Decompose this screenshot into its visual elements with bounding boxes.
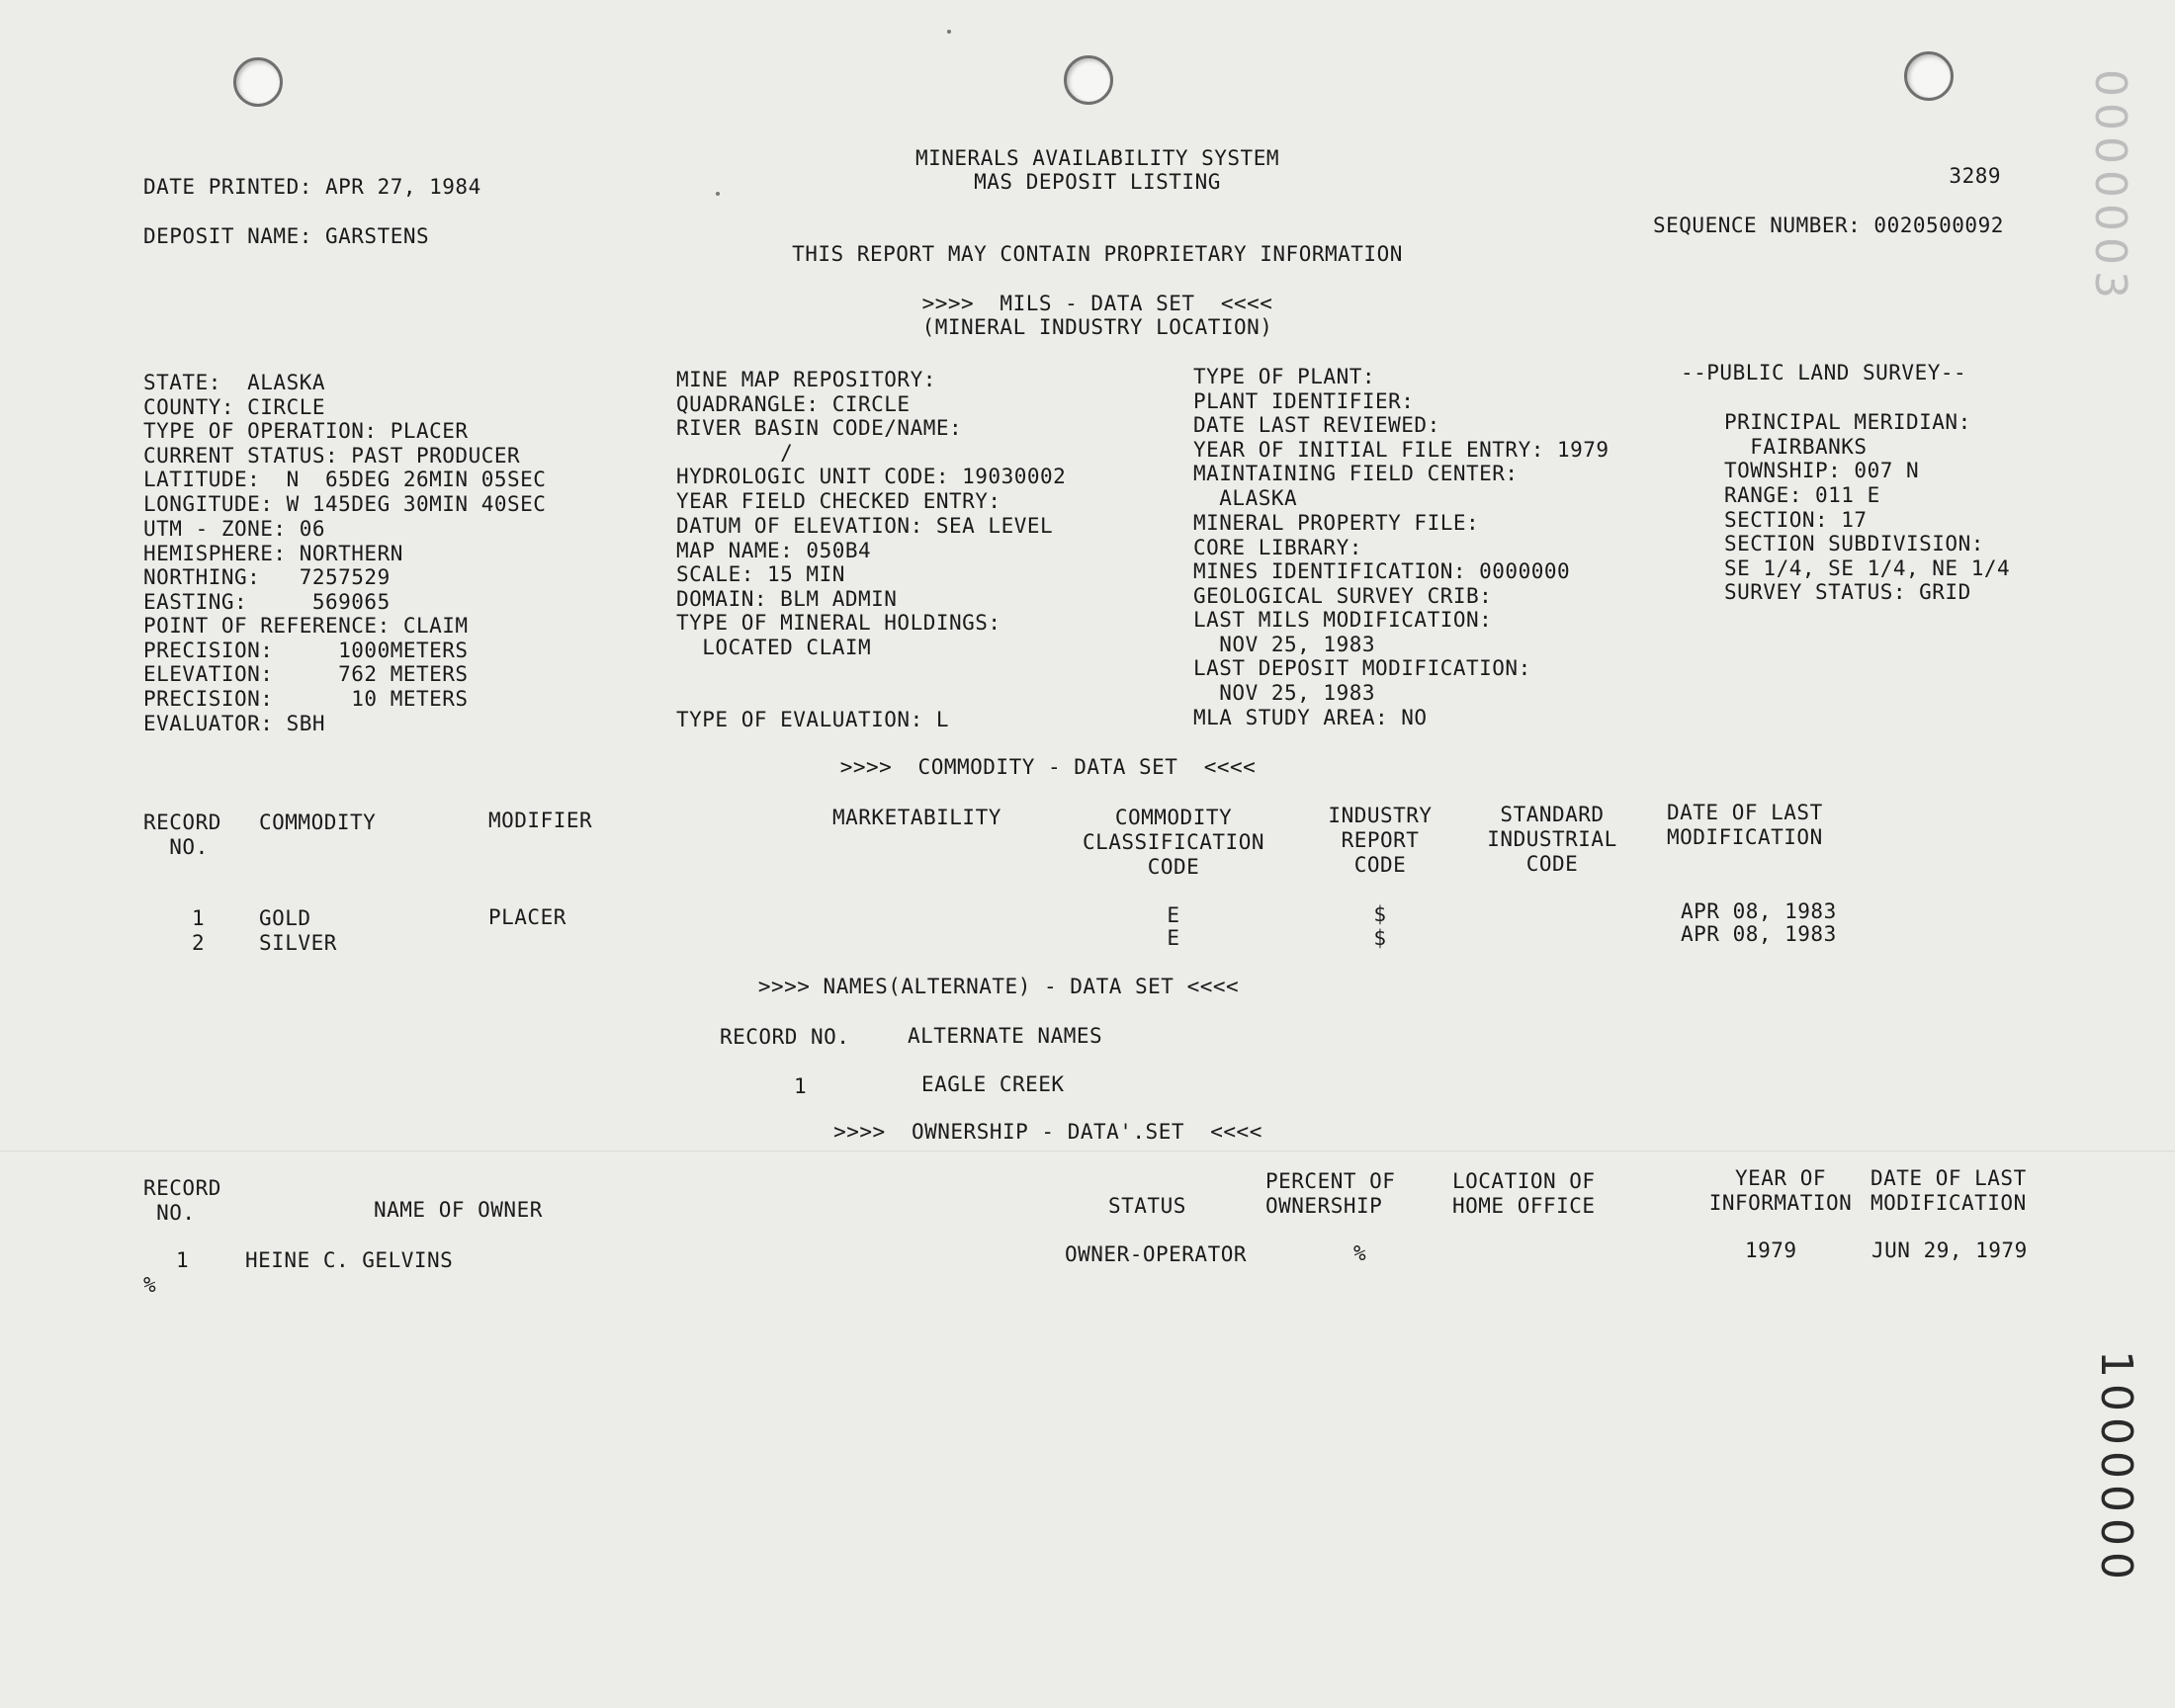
stamp-top-right: 0000003 [2085, 69, 2135, 304]
header-record: RECORD NO. [143, 811, 221, 859]
system-title: MINERALS AVAILABILITY SYSTEM [914, 146, 1279, 170]
header-mod-date: DATE OF LAST MODIFICATION [1870, 1166, 2027, 1215]
mils-field: CORE LIBRARY: [1193, 536, 1362, 559]
proprietary-notice: THIS REPORT MAY CONTAIN PROPRIETARY INFORMATION [792, 242, 1403, 266]
cell-record-no: 2 [192, 931, 206, 955]
mils-heading: >>>> MILS - DATA SET <<<< [921, 292, 1273, 315]
mils-field: DOMAIN: BLM ADMIN [676, 587, 898, 611]
mils-field: LATITUDE: N 65DEG 26MIN 05SEC [143, 468, 547, 491]
mils-field: GEOLOGICAL SURVEY CRIB: [1193, 584, 1493, 608]
mils-field: STATE: ALASKA [143, 371, 326, 394]
plss-field: TOWNSHIP: 007 N [1724, 459, 1920, 482]
cell-class-code: E [1167, 903, 1180, 927]
cell-date: APR 08, 1983 [1681, 899, 1837, 923]
header-marketability: MARKETABILITY [832, 806, 1001, 829]
mils-field: EASTING: 569065 [143, 590, 391, 614]
mils-field: LONGITUDE: W 145DEG 30MIN 40SEC [143, 492, 547, 516]
mils-field: EVALUATOR: SBH [143, 712, 326, 735]
mils-field: / [676, 441, 794, 465]
mils-field: LAST DEPOSIT MODIFICATION: [1193, 656, 1531, 680]
stamp-bottom-right: 1000000 [2091, 1350, 2141, 1585]
mils-field: PRECISION: 10 METERS [143, 687, 469, 711]
mils-field: PRECISION: 1000METERS [143, 639, 469, 662]
plss-field: SE 1/4, SE 1/4, NE 1/4 [1724, 556, 2011, 580]
cell-class-code: E [1167, 926, 1180, 950]
mils-field: COUNTY: CIRCLE [143, 395, 326, 419]
plss-field: SURVEY STATUS: GRID [1724, 580, 1971, 604]
header-commodity: COMMODITY [259, 811, 377, 834]
listing-title: MAS DEPOSIT LISTING [974, 170, 1221, 194]
mils-field: MAP NAME: 050B4 [676, 539, 872, 562]
owner-percent: % [1353, 1241, 1367, 1265]
mils-field: RIVER BASIN CODE/NAME: [676, 416, 963, 440]
cell-industry-code: $ [1373, 926, 1387, 950]
plss-field: SECTION SUBDIVISION: [1724, 532, 1984, 555]
plss-field: PRINCIPAL MERIDIAN: [1724, 410, 1971, 434]
mils-field: TYPE OF MINERAL HOLDINGS: [676, 611, 1001, 635]
mils-field: HEMISPHERE: NORTHERN [143, 542, 403, 565]
cell-industry-code: $ [1373, 902, 1387, 926]
mils-field: PLANT IDENTIFIER: [1193, 389, 1415, 413]
owner-mod-date: JUN 29, 1979 [1871, 1238, 2028, 1262]
mils-field: MINES IDENTIFICATION: 0000000 [1193, 559, 1571, 583]
mils-field: NOV 25, 1983 [1193, 681, 1376, 705]
ownership-trailer: % [143, 1273, 157, 1297]
header-industry: INDUSTRY REPORT CODE [1328, 804, 1433, 877]
plss-field: FAIRBANKS [1724, 435, 1868, 459]
mils-field: DATUM OF ELEVATION: SEA LEVEL [676, 514, 1054, 538]
owner-year: 1979 [1745, 1238, 1797, 1262]
header-status: STATUS [1108, 1194, 1186, 1218]
mils-field: YEAR OF INITIAL FILE ENTRY: 1979 [1193, 438, 1610, 462]
deposit-name: DEPOSIT NAME: GARSTENS [143, 224, 430, 248]
mils-field: DATE LAST REVIEWED: [1193, 413, 1440, 437]
ownership-heading: >>>> OWNERSHIP - DATA'.SET <<<< [833, 1120, 1262, 1144]
cell-commodity: SILVER [259, 931, 337, 955]
mils-subheading: (MINERAL INDUSTRY LOCATION) [921, 315, 1273, 339]
header-sic: STANDARD INDUSTRIAL CODE [1487, 803, 1617, 876]
mils-field: TYPE OF EVALUATION: L [676, 708, 950, 731]
punch-hole-center [1064, 55, 1113, 105]
header-owner-name: NAME OF OWNER [374, 1198, 543, 1222]
header-year: YEAR OF INFORMATION [1708, 1166, 1853, 1215]
punch-hole-left [233, 57, 283, 107]
commodity-heading: >>>> COMMODITY - DATA SET <<<< [839, 755, 1257, 779]
cell-date: APR 08, 1983 [1681, 922, 1837, 946]
header-location: LOCATION OF HOME OFFICE [1452, 1169, 1596, 1218]
sequence-number: SEQUENCE NUMBER: 0020500092 [1653, 214, 2004, 237]
plss-field: SECTION: 17 [1724, 508, 1868, 532]
alternate-name: EAGLE CREEK [921, 1072, 1065, 1096]
cell-record-no: 1 [192, 906, 206, 930]
page-number: 3289 [1949, 164, 2001, 188]
mils-field: SCALE: 15 MIN [676, 562, 845, 586]
mils-field: ALASKA [1193, 486, 1298, 510]
header-classification: COMMODITY CLASSIFICATION CODE [1082, 806, 1264, 879]
date-printed: DATE PRINTED: APR 27, 1984 [143, 175, 481, 199]
mils-field: POINT OF REFERENCE: CLAIM [143, 614, 469, 638]
punch-hole-right [1904, 51, 1954, 101]
mils-field: CURRENT STATUS: PAST PRODUCER [143, 444, 521, 468]
header-percent: PERCENT OF OWNERSHIP [1265, 1169, 1396, 1218]
mils-field: MLA STUDY AREA: NO [1193, 706, 1428, 729]
owner-status: OWNER-OPERATOR [1065, 1242, 1248, 1266]
names-header-record: RECORD NO. [720, 1025, 850, 1049]
mils-field: YEAR FIELD CHECKED ENTRY: [676, 489, 1001, 513]
header-date: DATE OF LAST MODIFICATION [1667, 801, 1823, 849]
mils-field: QUADRANGLE: CIRCLE [676, 392, 911, 416]
mils-field: MINERAL PROPERTY FILE: [1193, 511, 1480, 535]
mils-field: HYDROLOGIC UNIT CODE: 19030002 [676, 465, 1067, 488]
mils-field: LAST MILS MODIFICATION: [1193, 608, 1493, 632]
header-record: RECORD NO. [143, 1176, 221, 1225]
mils-field: NOV 25, 1983 [1193, 633, 1376, 656]
mils-field: LOCATED CLAIM [676, 636, 872, 659]
mils-field: NORTHING: 7257529 [143, 565, 391, 589]
names-heading: >>>> NAMES(ALTERNATE) - DATA SET <<<< [757, 975, 1240, 998]
mils-field: ELEVATION: 762 METERS [143, 662, 469, 686]
mils-field: TYPE OF OPERATION: PLACER [143, 419, 469, 443]
mils-field: TYPE OF PLANT: [1193, 365, 1376, 388]
cell-modifier: PLACER [488, 905, 566, 929]
names-header-alternate: ALTERNATE NAMES [908, 1024, 1103, 1048]
owner-record-no: 1 [176, 1248, 190, 1272]
cell-commodity: GOLD [259, 906, 311, 930]
owner-name: HEINE C. GELVINS [245, 1248, 454, 1272]
mils-field: MAINTAINING FIELD CENTER: [1193, 462, 1519, 485]
names-record-no: 1 [794, 1074, 808, 1098]
mils-field: MINE MAP REPOSITORY: [676, 368, 936, 391]
mils-field: UTM - ZONE: 06 [143, 517, 326, 541]
plss-field: RANGE: 011 E [1724, 483, 1880, 507]
plss-heading: --PUBLIC LAND SURVEY-- [1681, 361, 1967, 384]
header-modifier: MODIFIER [488, 809, 593, 832]
